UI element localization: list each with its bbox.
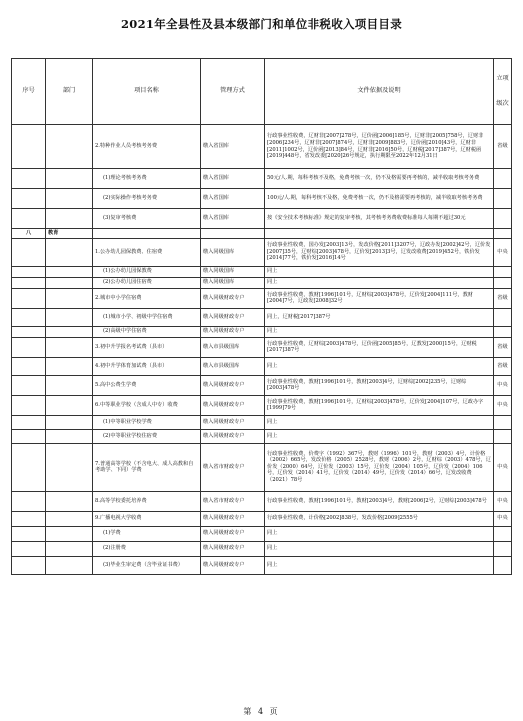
row-item-cell: 2.特种作业人员考核考务费 [93,125,201,169]
row-basis-cell: 同上 [265,556,494,574]
row-no-cell [12,308,46,326]
table-row [12,277,512,288]
row-basis-cell: 行政事业性收费，教财[1996]101号，辽财综[2003]478号，辽价发[2004]111号，教财[2004]7号，辽政发[2008]32号 [265,288,494,308]
header-level-bottom: 级次 [496,99,509,107]
row-level-cell [494,415,512,429]
row-item-cell: (3)毕业生审定费（含毕业证书费） [93,556,201,574]
table-row [12,238,512,266]
row-no-cell [12,429,46,443]
row-level-cell [494,526,512,541]
row-level-cell [494,189,512,209]
row-manage-cell: 缴入同级财政专户 [201,308,265,326]
row-manage-cell: 缴入市县级国库 [201,337,265,357]
header-manage: 管理方式 [201,59,265,125]
row-no-cell [12,491,46,511]
row-item-cell: (2)高级中学住宿费 [93,326,201,337]
row-no-cell: 八 [12,229,46,239]
table-row [12,491,512,511]
row-item-cell: 1.公办幼儿园保教费、住宿费 [93,238,201,266]
row-manage-cell: 缴入省市财政专户 [201,491,265,511]
row-no-cell [12,526,46,541]
row-manage-cell: 缴入省市财政专户 [201,443,265,491]
row-manage-cell: 缴入同级财政专户 [201,326,265,337]
row-dept-cell [46,491,93,511]
row-basis-cell: 同上 [265,429,494,443]
table-row [12,209,512,229]
row-basis-cell: 行政事业性收费，国办发[2003]13号，发改价格[2011]3207号，辽政办发[2002]42号，辽价发[2007]35号，辽财综[2003]478号，辽价发[2013]3号，辽发改收费[2019]452号，铁价发[2014]77号，铁价发[2016]14号 [265,238,494,266]
row-dept-cell [46,189,93,209]
header-level [494,59,512,125]
row-dept-cell [46,169,93,189]
row-level-cell [494,429,512,443]
row-basis-cell: 同上 [265,415,494,429]
row-manage-cell: 缴入省国库 [201,125,265,169]
row-no-cell [12,277,46,288]
row-basis-cell: 同上 [265,526,494,541]
row-basis-cell: 同上 [265,541,494,556]
row-no-cell [12,288,46,308]
row-dept-cell [46,209,93,229]
row-basis-cell: 行政事业性收费，教财[1996]101号，教财[2003]4号，辽财综[2002]235号，辽财综[2003]478号 [265,375,494,395]
row-manage-cell: 缴入市县级国库 [201,357,265,375]
table-row [12,326,512,337]
row-level-cell [494,229,512,239]
row-basis-cell: 行政事业性收费，价费字（1992）367号，教财（1996）101号，教财（2003）4号，计价格（2002）665号，发改价格（2005）2528号，教财（2006）2号，辽财综（2003）478号，辽价发（2000）64号，辽价发（2003）15号，辽价发（2004）105号，辽价发（2004）106号，辽价发（2014）41号，辽价发（2014）49号，辽价发（2014）66号，辽发改收费（2021）78号 [265,443,494,491]
row-basis-cell: 按《安全技术考核标准》规定的复审考核，其考核考务费收费标准每人每期不超过30元 [265,209,494,229]
row-level-cell [494,277,512,288]
item-catalog-table [11,58,512,575]
row-level-cell: 中央 [494,511,512,526]
row-dept-cell [46,277,93,288]
row-basis-cell: 100元/人.期，每科考核不及格，免费考核一次，仍不及格需要再考核的，减半收取考核考务费 [265,189,494,209]
row-dept-cell [46,288,93,308]
row-no-cell [12,125,46,169]
table-header-row [12,59,512,125]
table-row [12,443,512,491]
row-item-cell: 7.普通高等学校（不含电大、成人高教和自考助学、下同）学费 [93,443,201,491]
row-dept-cell [46,556,93,574]
row-manage-cell: 缴入同级财政专户 [201,526,265,541]
row-manage-cell: 缴入同级财政专户 [201,395,265,415]
row-manage-cell [201,229,265,239]
row-manage-cell: 缴入同级财政专户 [201,511,265,526]
table-row [12,526,512,541]
row-basis-cell: 同上 [265,266,494,277]
row-basis-cell: 50元/人.期，每科考核不及格，免费考核一次，仍不及格需要再考核的，减半收取考核考务费 [265,169,494,189]
table-row [12,541,512,556]
row-item-cell: (1)学费 [93,526,201,541]
row-item-cell: 5.高中公费生学费 [93,375,201,395]
row-no-cell [12,266,46,277]
table-row [12,189,512,209]
row-item-cell: (2)注册费 [93,541,201,556]
row-no-cell [12,415,46,429]
table-body [12,125,512,575]
document-title: 2021年全县性及县本级部门和单位非税收入项目目录 [120,17,402,31]
row-basis-cell: 行政事业性收费，教财[1996]101号，辽财综[2003]478号，辽价发[2004]107号，辽政办字[1999]79号 [265,395,494,415]
row-manage-cell: 缴入同级财政专户 [201,375,265,395]
row-no-cell [12,395,46,415]
row-no-cell [12,541,46,556]
row-manage-cell: 缴入省国库 [201,169,265,189]
row-level-cell [494,209,512,229]
row-level-cell: 中央 [494,395,512,415]
row-dept-cell [46,511,93,526]
table-row [12,511,512,526]
row-no-cell [12,238,46,266]
row-level-cell: 中央 [494,238,512,266]
row-item-cell: 3.初中升学报名考试费（县市） [93,337,201,357]
table-row [12,169,512,189]
row-basis-cell: 同上 [265,326,494,337]
row-no-cell [12,556,46,574]
row-basis-cell: 行政事业性收费，教财[1996]101号，教财[2003]4号，教财[2006]2号，辽财综[2003]478号 [265,491,494,511]
row-basis-cell: 行政事业性收费，辽财非[2007]278号，辽价函[2006]185号，辽财非[2005]758号，辽财非[2006]234号，辽财非[2007]874号，辽财非[2009]883号，辽价函[2010]43号，辽财非[2011]1002号，辽价函[2013]84号，辽财非[2016]50号，辽财税[2017]387号，辽财税函[2019]448号，省发改委[2020]26号规定，执行期限至2022年12月31日 [265,125,494,169]
row-item-cell: 4.初中升学体育加试费（县市） [93,357,201,375]
row-dept-cell [46,415,93,429]
row-dept-cell [46,326,93,337]
row-manage-cell: 缴入同级国库 [201,266,265,277]
table-row [12,125,512,169]
row-basis-cell: 行政事业性收费，计价格[2002]838号，发改价格[2009]2555号 [265,511,494,526]
row-manage-cell: 缴入同级财政专户 [201,556,265,574]
row-level-cell [494,541,512,556]
row-no-cell [12,189,46,209]
row-item-cell: (3)复审考核费 [93,209,201,229]
row-manage-cell: 缴入同级国库 [201,238,265,266]
row-item-cell: (1)中等职业学校学费 [93,415,201,429]
row-basis-cell [265,229,494,239]
row-no-cell [12,443,46,491]
row-no-cell [12,357,46,375]
table-row [12,429,512,443]
row-level-cell: 中央 [494,491,512,511]
row-item-cell: (2)公办幼儿园住宿费 [93,277,201,288]
table-row [12,308,512,326]
table-row [12,395,512,415]
row-no-cell [12,209,46,229]
row-dept-cell [46,375,93,395]
table-row [12,556,512,574]
row-level-cell: 中央 [494,375,512,395]
row-dept-cell [46,266,93,277]
row-dept-cell [46,429,93,443]
row-manage-cell: 缴入同级财政专户 [201,429,265,443]
row-level-cell [494,266,512,277]
row-dept-cell [46,443,93,491]
row-manage-cell: 缴入同级财政专户 [201,541,265,556]
header-level-top: 立项 [496,74,509,82]
row-no-cell [12,337,46,357]
row-level-cell: 省级 [494,357,512,375]
row-item-cell: (1)理论考核考务费 [93,169,201,189]
row-dept-cell [46,308,93,326]
table-row [12,337,512,357]
row-level-cell: 省级 [494,337,512,357]
row-dept-cell [46,395,93,415]
row-item-cell: 2.城市中小学住宿费 [93,288,201,308]
row-level-cell: 中央 [494,443,512,491]
row-level-cell [494,556,512,574]
row-item-cell: (1)公办幼儿园保教费 [93,266,201,277]
row-no-cell [12,375,46,395]
row-item-cell: 6.中等职业学校（含成人中专）收费 [93,395,201,415]
page-number: 第 4 页 [243,707,280,716]
row-dept-cell [46,337,93,357]
row-item-cell: 8.高等学校委托培养费 [93,491,201,511]
row-no-cell [12,169,46,189]
row-item-cell [93,229,201,239]
row-item-cell: (2)中等职业学校住宿费 [93,429,201,443]
row-dept-cell: 教育 [46,229,93,239]
row-item-cell: (2)实际操作考核考务费 [93,189,201,209]
row-basis-cell: 行政事业性收费，辽财综[2003]478号，辽价函[2005]85号，辽教发[2000]15号，辽财税[2017]387号 [265,337,494,357]
table-row [12,357,512,375]
table-row [12,415,512,429]
section-row [12,229,512,239]
row-manage-cell: 缴入同级国库 [201,277,265,288]
row-dept-cell [46,238,93,266]
table-row [12,375,512,395]
row-no-cell [12,511,46,526]
header-no: 序号 [12,59,46,125]
row-level-cell [494,169,512,189]
row-item-cell: 9.广播电视大学收费 [93,511,201,526]
row-dept-cell [46,541,93,556]
table-row [12,266,512,277]
row-manage-cell: 缴入同级财政专户 [201,415,265,429]
row-manage-cell: 缴入省国库 [201,209,265,229]
header-dept: 部门 [46,59,93,125]
table-row [12,288,512,308]
row-basis-cell: 同上，辽财税[2017]387号 [265,308,494,326]
row-manage-cell: 缴入省国库 [201,189,265,209]
row-dept-cell [46,357,93,375]
row-basis-cell: 同上 [265,357,494,375]
row-level-cell: 省级 [494,125,512,169]
row-level-cell [494,308,512,326]
row-manage-cell: 缴入同级财政专户 [201,288,265,308]
row-level-cell: 省级 [494,288,512,308]
row-basis-cell: 同上 [265,277,494,288]
row-dept-cell [46,526,93,541]
row-level-cell [494,326,512,337]
header-basis: 文件依据及说明 [265,59,494,125]
row-item-cell: (1)城市小学、初级中学住宿费 [93,308,201,326]
row-no-cell [12,326,46,337]
row-dept-cell [46,125,93,169]
header-item: 项目名称 [93,59,201,125]
